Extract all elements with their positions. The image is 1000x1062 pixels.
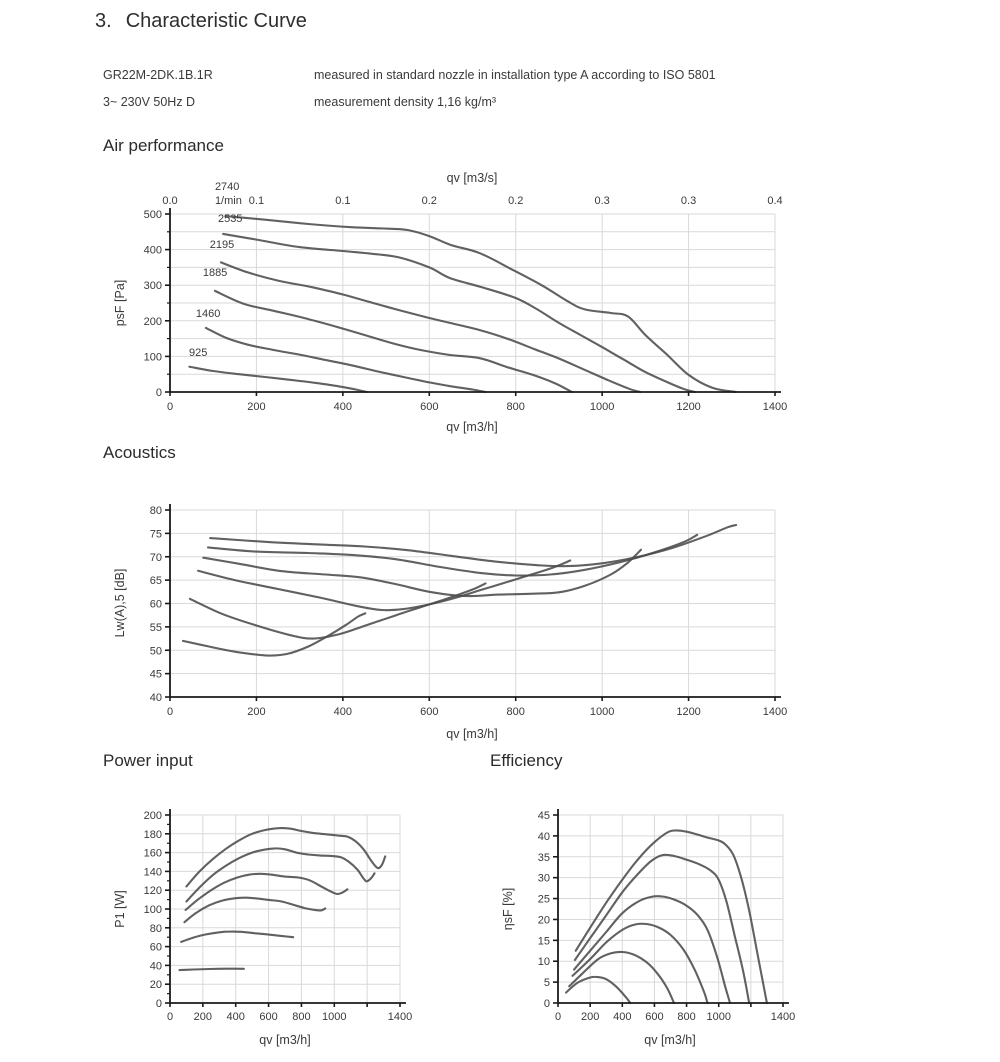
top-axis-title: qv [m3/s] xyxy=(446,171,498,185)
measurement-note-1: measured in standard nozzle in installation type A according to ISO 5801 xyxy=(314,68,716,82)
x-tick-label: 0 xyxy=(166,1011,174,1023)
y-axis-title: Lw(A),5 [dB] xyxy=(113,568,127,638)
y-tick-label: 400 xyxy=(143,244,162,257)
x-tick-label: 600 xyxy=(420,706,439,718)
curve-rpm-label: 1885 xyxy=(202,266,228,279)
x-tick-label: 600 xyxy=(420,401,439,413)
x-tick-label: 0 xyxy=(554,1011,562,1023)
y-tick-label: 45 xyxy=(537,810,550,822)
curve-2740-rpm xyxy=(210,525,736,566)
curve-925-rpm xyxy=(180,969,244,970)
x-tick-label: 1400 xyxy=(762,401,788,413)
y-tick-label: 50 xyxy=(149,645,162,658)
top-axis-tick-label: 0.3 xyxy=(680,195,697,207)
x-tick-label: 1400 xyxy=(770,1011,796,1023)
y-tick-label: 140 xyxy=(143,866,162,879)
y-tick-label: 120 xyxy=(143,885,162,898)
y-tick-label: 40 xyxy=(149,960,162,973)
y-tick-label: 75 xyxy=(149,528,162,541)
x-tick-label: 0 xyxy=(166,401,174,413)
x-tick-label: 800 xyxy=(292,1011,311,1023)
x-axis-title: qv [m3/h] xyxy=(446,420,498,434)
y-tick-label: 80 xyxy=(149,922,162,935)
top-axis-tick-label: 0.1 xyxy=(335,195,351,207)
curve-rpm-label: 2195 xyxy=(209,239,235,252)
x-tick-label: 1000 xyxy=(322,1011,347,1023)
info-row-2 xyxy=(103,89,716,116)
section-heading-efficiency: Efficiency xyxy=(490,751,563,770)
top-axis-tick-label: 0.1 xyxy=(248,195,265,207)
curve-rpm-label: 2535 xyxy=(217,213,243,226)
y-tick-label: 45 xyxy=(149,668,162,681)
model-number: GR22M-2DK.1B.1R xyxy=(103,68,213,82)
curve-1885-rpm xyxy=(198,561,570,611)
acoustics-chart xyxy=(100,495,800,750)
x-tick-label: 1000 xyxy=(589,706,615,718)
section-heading-acoustics: Acoustics xyxy=(103,443,176,462)
power-input-chart xyxy=(100,798,450,1062)
y-tick-label: 25 xyxy=(537,893,550,906)
x-tick-label: 1000 xyxy=(589,401,615,413)
x-tick-label: 800 xyxy=(506,706,525,718)
x-tick-label: 200 xyxy=(580,1011,600,1023)
section-heading-power-input: Power input xyxy=(103,751,193,770)
x-axis-title: qv [m3/h] xyxy=(644,1033,696,1047)
x-tick-label: 200 xyxy=(247,401,266,413)
section-number: 3. xyxy=(95,10,112,32)
top-axis-tick-label: 0.0 xyxy=(162,195,178,207)
curve-2195-rpm xyxy=(574,896,730,1003)
y-tick-label: 200 xyxy=(143,810,162,822)
x-tick-label: 1200 xyxy=(676,706,701,718)
x-tick-label: 400 xyxy=(613,1011,632,1023)
air-performance-chart xyxy=(100,160,800,450)
x-tick-label: 1400 xyxy=(387,1011,413,1023)
y-tick-label: 5 xyxy=(543,977,550,990)
y-tick-label: 80 xyxy=(149,505,162,517)
x-tick-label: 1400 xyxy=(762,706,788,718)
x-tick-label: 400 xyxy=(333,706,353,718)
page-title xyxy=(95,10,307,33)
top-axis-tick-label: 0.4 xyxy=(767,195,783,207)
x-tick-label: 600 xyxy=(645,1011,664,1023)
section-heading-air-performance: Air performance xyxy=(103,136,224,155)
curve-rpm-label: 1460 xyxy=(195,307,221,320)
y-tick-label: 40 xyxy=(537,830,550,843)
top-axis-tick-label: 0.3 xyxy=(594,195,610,207)
y-tick-label: 0 xyxy=(155,387,162,399)
x-tick-label: 200 xyxy=(247,706,266,718)
x-tick-label: 600 xyxy=(259,1011,278,1023)
curve-1460-rpm xyxy=(206,328,486,392)
curve-925-rpm xyxy=(189,367,366,392)
x-tick-label: 0 xyxy=(166,706,174,718)
curve-rpm-label: 925 xyxy=(189,347,208,360)
y-tick-label: 500 xyxy=(143,209,162,221)
y-tick-label: 60 xyxy=(149,941,162,954)
curve-2740-rpm xyxy=(225,216,736,392)
y-axis-title: psF [Pa] xyxy=(113,279,127,327)
y-axis-title: P1 [W] xyxy=(113,890,127,928)
y-tick-label: 100 xyxy=(143,904,162,916)
top-axis-tick-label: 0.2 xyxy=(508,195,524,207)
power-supply: 3~ 230V 50Hz D xyxy=(103,95,196,109)
measurement-info xyxy=(103,62,716,116)
top-axis-tick-label: 0.2 xyxy=(421,195,437,207)
y-tick-label: 65 xyxy=(149,575,162,588)
y-tick-label: 100 xyxy=(143,351,162,364)
y-tick-label: 35 xyxy=(537,851,550,864)
y-tick-label: 15 xyxy=(537,935,550,948)
efficiency-chart xyxy=(488,798,838,1062)
x-tick-label: 1200 xyxy=(676,401,701,413)
y-tick-label: 10 xyxy=(537,956,550,969)
y-tick-label: 180 xyxy=(143,828,162,841)
y-tick-label: 55 xyxy=(149,621,162,634)
x-axis-title: qv [m3/h] xyxy=(259,1033,311,1047)
y-tick-label: 200 xyxy=(143,315,162,328)
curve-1460-rpm xyxy=(569,952,674,1003)
x-tick-label: 200 xyxy=(193,1011,213,1023)
y-tick-label: 20 xyxy=(537,914,550,927)
curve-2195-rpm xyxy=(221,262,640,392)
y-tick-label: 0 xyxy=(155,998,162,1010)
section-title-text: Characteristic Curve xyxy=(125,10,307,32)
curve-1885-rpm xyxy=(184,898,325,922)
curve-rpm-label: 2740 xyxy=(214,181,240,194)
curve-rpm-label: 1/min xyxy=(214,195,242,208)
info-row-1 xyxy=(103,62,716,89)
y-tick-label: 30 xyxy=(537,872,550,885)
x-tick-label: 400 xyxy=(333,401,353,413)
y-tick-label: 0 xyxy=(543,998,550,1010)
y-axis-title: ηsF [%] xyxy=(501,887,515,931)
y-tick-label: 20 xyxy=(149,979,162,992)
y-tick-label: 160 xyxy=(143,847,162,860)
x-tick-label: 1000 xyxy=(706,1011,731,1023)
measurement-note-2: measurement density 1,16 kg/m³ xyxy=(314,95,497,109)
curve-1460-rpm xyxy=(181,932,293,942)
x-tick-label: 400 xyxy=(226,1011,245,1023)
curve-2535-rpm xyxy=(223,234,695,392)
y-tick-label: 300 xyxy=(143,280,162,293)
x-tick-label: 800 xyxy=(677,1011,696,1023)
x-axis-title: qv [m3/h] xyxy=(446,727,498,741)
y-tick-label: 60 xyxy=(149,598,162,611)
x-tick-label: 800 xyxy=(506,401,525,413)
y-tick-label: 40 xyxy=(149,692,162,704)
y-tick-label: 70 xyxy=(149,551,162,564)
